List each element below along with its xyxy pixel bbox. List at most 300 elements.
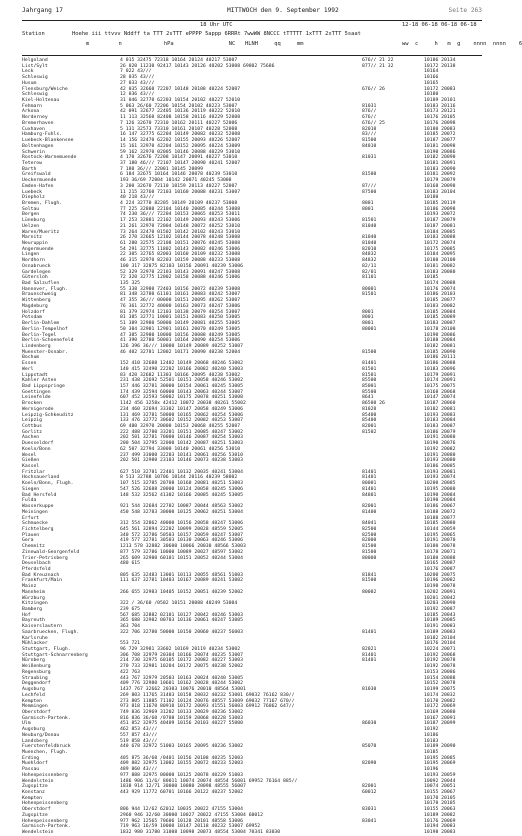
observation-groups: 462 853 43/// (120, 727, 158, 733)
extreme-groups: 10192 (424, 727, 439, 733)
observation-groups: 51 389 32980 50000 10149 20081 40255 53005 (120, 321, 241, 327)
additional-groups: 81500 (362, 549, 377, 555)
additional-groups: 81841 (362, 572, 377, 578)
station-name: Bochum (22, 355, 40, 361)
extreme-groups: 10199 20075 (424, 687, 456, 693)
extreme-groups: 10185 (424, 275, 439, 281)
station-name: Würzburg (22, 595, 45, 601)
extreme-groups: 10189 20090 (424, 744, 456, 750)
extreme-groups: 10190 20084 (424, 498, 456, 504)
station-name: Koeln/Bonn, Flugh. (22, 481, 74, 487)
additional-groups: 82001 (362, 504, 377, 510)
additional-groups: 87/// (362, 183, 377, 189)
additional-groups: 81401 (362, 652, 377, 658)
extreme-groups: 10189 20082 (424, 812, 456, 818)
extreme-groups: 10186 20067 (424, 504, 456, 510)
observation-groups: 100 317 32875 82103 10156 20091 40239 53006 (120, 263, 243, 269)
additional-groups: 82500 (362, 532, 377, 538)
observation-groups: 567 685 32882 02101 10127 20042 40246 53003 (120, 612, 243, 618)
additional-groups: 80000 (362, 555, 377, 561)
station-name: Werl (22, 366, 34, 372)
station-name: Leinefelde (22, 395, 51, 401)
extreme-groups: 10190 20086 (424, 149, 456, 155)
observation-groups: 365 688 32982 00703 10136 20061 40247 53005 (120, 618, 243, 624)
group-codes-header: Hoehe iii ttvvv Nddff ta TTT 2sTTT ePPPP 5appp 6RRRt 7wwWW 8NCCC tTTTTT 1xTTT 2xTTT 5saat (72, 31, 361, 37)
station-name: Trier-Petrisberg (22, 555, 68, 561)
station-name: Greifswald (22, 172, 51, 178)
extreme-groups: 10187 20099 (424, 721, 456, 727)
station-name: Essen (22, 361, 37, 367)
observation-groups: 126 396 36/// 10000 10149 20089 40252 53007 (120, 343, 243, 349)
station-name: Bergen (22, 212, 40, 218)
extreme-groups: 10172 20083 (424, 86, 456, 92)
observation-groups: 42 035 32660 72207 10148 20108 40224 52007 (120, 86, 241, 92)
additional-groups: 81401 (362, 475, 377, 481)
extreme-groups: 10185 20072 (424, 132, 456, 138)
additional-groups: 82010 (362, 246, 377, 252)
extreme-groups: 10188 20077 (424, 515, 456, 521)
observation-groups: 214 730 32975 60105 10172 20082 40227 53003 (120, 658, 243, 664)
extreme-groups: 10190 20084 (424, 492, 456, 498)
extreme-groups: 10147 20074 (424, 395, 456, 401)
extreme-groups: 10176 20104 (424, 641, 456, 647)
station-name: Saarbruecken, Flugh. (22, 629, 80, 635)
extreme-groups: 10186 20079 (424, 429, 456, 435)
extreme-groups: 10191 20080 (424, 435, 456, 441)
extreme-groups: 10182 20081 (424, 406, 456, 412)
additional-groups: 81400 (362, 509, 377, 515)
observation-groups: 489 860 43/// (120, 767, 158, 773)
extreme-groups: 10193 20081 (424, 469, 456, 475)
extreme-groups: 10185 20090 (424, 349, 456, 355)
extreme-groups: 10170 20105 (424, 795, 456, 801)
additional-groups: 60012 (362, 790, 377, 795)
extreme-groups: 10180 20088 (424, 555, 456, 561)
observation-groups: 157 446 32781 30000 10154 20061 40245 53005 (120, 383, 243, 389)
observation-groups: 340 572 32786 50503 10157 20059 40247 53007 (120, 532, 243, 538)
extreme-groups: 10180 20078 (424, 544, 456, 550)
observation-groups: 72 320 32775 12002 10158 20088 40246 51006 (120, 275, 241, 281)
station-name: Duesseldorf (22, 441, 54, 447)
additional-groups: 80001 (362, 286, 377, 292)
additional-groups: 81501 (362, 218, 377, 224)
observation-groups: 443 767 32979 20503 10163 20024 40240 53005 (120, 675, 243, 681)
additional-groups: 81040 (362, 235, 377, 241)
observation-groups: 5 131 32573 73310 10161 20107 40228 52008 (120, 126, 238, 132)
observation-groups: 977 888 32975 00000 10125 20078 40229 51003 (120, 772, 243, 778)
extreme-groups: 10175 20075 (424, 383, 456, 389)
extreme-groups: 10185 20043 (424, 612, 456, 618)
observation-groups: 81 348 32780 61101 10161 20083 40242 53007 (120, 292, 241, 298)
extreme-groups: 10184 20095 (424, 252, 456, 258)
extreme-groups: 10186 20085 (424, 464, 456, 470)
station-name: Erfurt (22, 515, 40, 521)
extreme-groups: 10165 (424, 80, 439, 86)
additional-groups: 81040 (362, 241, 377, 246)
station-name: Norderney (22, 115, 48, 121)
station-name: Holzdorf (22, 309, 45, 315)
extreme-groups: 10176 20069 (424, 818, 456, 824)
extreme-groups: 10196 (424, 767, 439, 773)
observation-groups: 265 609 32980 60101 10151 20052 40244 53004 (120, 555, 243, 561)
station-name: Gardelegen (22, 269, 51, 275)
station-name: Wendelstein (22, 778, 54, 784)
extreme-groups: 10191 20083 (424, 624, 456, 630)
extreme-groups: 10176 20105 (424, 115, 456, 121)
extreme-groups: 10183 (424, 738, 439, 744)
extreme-groups: 10224 20071 (424, 647, 456, 653)
extreme-groups: 10184 20085 (424, 229, 456, 235)
additional-groups: 84041 (362, 521, 377, 527)
station-name: Wittenberg (22, 298, 51, 304)
observation-groups: 1437 767 32662 20303 10076 20010 48564 53001 (120, 687, 246, 693)
extreme-groups: 10180 (424, 92, 439, 98)
extreme-groups: 10172 20138 (424, 63, 456, 69)
extreme-groups: 10185 20089 (424, 315, 456, 321)
extreme-groups: 10169 20080 (424, 709, 456, 715)
additional-groups: 84832 (362, 252, 377, 258)
observation-groups: 312 554 32862 40000 10156 20058 40247 53006 (120, 521, 243, 527)
observation-groups: 26 270 32665 12102 10144 20078 40248 53008 (120, 235, 241, 241)
observation-groups: 107 515 32785 20708 10160 20081 40251 53003 (120, 481, 243, 487)
observation-groups: 266 655 32983 10405 10152 20051 40239 52002 (120, 589, 243, 595)
station-name: Wasserkuppe (22, 504, 54, 510)
extreme-groups: 10183 20104 (424, 189, 456, 195)
observation-groups: 131 469 32781 50000 10165 20062 40254 53006 (120, 412, 243, 418)
additional-groups: 84801 (362, 492, 377, 498)
station-name: Barth (22, 166, 37, 172)
observation-groups: 234 460 32694 33302 10147 20058 40249 53006 (120, 406, 243, 412)
station-name: Schleswig (22, 75, 48, 81)
station-name: Cuxhaven (22, 126, 45, 132)
observation-groups: 443 929 11772 60701 10166 20122 40237 52002 (120, 790, 243, 795)
observation-groups: 83 420 32682 11303 10166 20095 40238 53002 (120, 372, 241, 378)
station-name: Stuttgart-Schnarrenberg (22, 652, 88, 658)
observation-groups: 193 36/69 72004 10142 20071 40245 53008 (120, 178, 232, 184)
additional-groups: 81401 (362, 469, 377, 475)
observation-groups: 1486 906 11/6/ 80011 10074 20074 48554 56001 69952 76164 885// (120, 778, 298, 784)
additional-groups: 676// 25 (362, 120, 385, 126)
additional-groups: 82500 (362, 526, 377, 532)
observation-groups: 96 729 32981 33602 10169 20119 40234 53002 (120, 647, 241, 653)
additional-groups: 81031 (362, 103, 377, 109)
extreme-groups: 10188 20084 (424, 338, 456, 344)
station-name: Lindenberg (22, 343, 51, 349)
extreme-groups: 10183 20116 (424, 103, 456, 109)
units-header: m n hPa NC HLNH qq mm (86, 41, 304, 47)
station-name: Garmisch-Partenk. (22, 824, 71, 830)
observation-groups: 46 402 32781 12002 10171 20090 40238 52004 (120, 349, 241, 355)
observation-groups: 1838 914 12/71 30000 10080 20098 48555 56007 (120, 784, 246, 790)
additional-groups: 81500 (362, 138, 377, 144)
observation-groups: 81 379 32974 12103 10138 20079 40254 53007 (120, 309, 241, 315)
station-name: Mainz (22, 584, 37, 590)
station-name: Schwerin (22, 149, 45, 155)
extreme-groups: 10175 20085 (424, 246, 456, 252)
extreme-groups: 10190 20086 (424, 332, 456, 338)
extreme-groups: 10185 20080 (424, 521, 456, 527)
station-name: Hohenpeissenberg (22, 772, 68, 778)
extreme-groups: 10187 20060 (424, 401, 456, 407)
station-name: Bad Lippspringe (22, 383, 65, 389)
additional-groups: 81030 (362, 687, 377, 693)
extreme-groups: 10194 20083 (424, 824, 456, 830)
station-name: Kassel (22, 464, 40, 470)
station-name: Nürnberg (22, 658, 45, 664)
observation-groups: 16 147 32775 62204 10149 20082 40232 52008 (120, 132, 241, 138)
observation-groups: 719 963 16/59 10000 10147 20118 40232 53007 69952 (120, 824, 261, 830)
station-name: Passau (22, 767, 40, 773)
observation-groups: 322 / 36/60 /0502 10151 20088 40249 53004 (120, 601, 238, 607)
additional-groups: 81500 (362, 349, 377, 355)
extreme-groups: 10191 20070 (424, 538, 456, 544)
station-name: Bremen, Flugh. (22, 200, 63, 206)
observation-groups: 877 579 32786 10000 10089 20027 48597 53002 (120, 549, 243, 555)
observation-groups: 450 548 32783 30000 10125 20062 40251 53004 (120, 509, 243, 515)
observation-groups: 553 721 (120, 641, 141, 647)
station-name: Garmisch-Partenk. (22, 715, 71, 721)
extreme-groups: 10174 20032 (424, 692, 456, 698)
observation-groups: 973 818 11670 80910 10172 20093 41551 56003 69912 76062 647// (120, 704, 295, 710)
station-name: Neuburg/Donau (22, 732, 60, 738)
extreme-groups: 10170 20105 (424, 801, 456, 807)
observation-groups: 37 180 46/// 72107 10147 20090 40241 52007 (120, 160, 241, 166)
observation-groups: 322 706 32780 50000 10150 20060 40237 56003 (120, 629, 243, 635)
observation-groups: 202 501 32980 23103 10146 20073 40238 53003 (120, 458, 243, 464)
extreme-groups: 10170 20082 (424, 698, 456, 704)
additional-groups: 8001 (362, 315, 374, 321)
station-name: Potsdam (22, 315, 43, 321)
station-name: Augsburg (22, 687, 45, 693)
observation-groups: 270 733 32981 10204 10172 20075 40238 52002 (120, 664, 243, 670)
station-name: Cottbus (22, 424, 43, 429)
extreme-groups: 10195 20065 (424, 532, 456, 538)
observation-groups: 74 230 36/// 72204 10153 20065 40253 53011 (120, 212, 241, 218)
station-name: Oberstdorf (22, 807, 51, 813)
observation-groups: 11 215 32760 72103 10160 20088 40231 53007 (120, 189, 241, 195)
observation-groups: 419 577 32781 30503 10130 20063 40246 53006 (120, 538, 243, 544)
station-name: Luebeck (22, 189, 43, 195)
station-name: Nordhorn (22, 258, 45, 264)
station-name: Osnabrueck (22, 263, 51, 269)
observation-groups: 805 635 32483 13001 10113 20055 48561 51003 (120, 572, 243, 578)
extreme-groups: 10180 (424, 195, 439, 201)
observation-groups: 806 944 12/62 62012 10035 20022 47155 53004 (120, 807, 243, 813)
extreme-groups: 10179 20079 (424, 178, 456, 184)
extreme-groups: 10178 20071 (424, 549, 456, 555)
station-name: Lingen (22, 252, 40, 258)
station-name: Leipzig (22, 418, 43, 424)
station-name: Gorlitz (22, 429, 43, 435)
extreme-groups: 10185 20077 (424, 298, 456, 304)
station-name: Siegen (22, 486, 40, 492)
additional-groups: 81020 (362, 406, 377, 412)
observation-groups: 62 507 32794 33000 10140 20061 40256 53010 (120, 446, 241, 452)
observation-groups: 1142 456 3258x 42412 10072 20038 40261 55002 (120, 401, 246, 407)
extreme-groups: 10185 (424, 749, 439, 755)
extreme-groups: 10202 20091 (424, 589, 456, 595)
observation-groups: 69 480 32970 20000 10153 20068 40255 52007 (120, 424, 241, 429)
additional-groups: 84832 (362, 258, 377, 264)
additional-groups: 8001 (362, 309, 374, 315)
extreme-groups: 10192 20068 (424, 652, 456, 658)
extreme-groups: 10185 20119 (424, 200, 456, 206)
observation-groups: 26 020 11230 92417 10143 20126 40202 53008 69802 75686 (120, 63, 275, 69)
additional-groups: 676// 26 (362, 86, 385, 92)
station-name: Deuselbach (22, 561, 51, 567)
extreme-groups: 10187 20081 (424, 223, 456, 229)
station-name: Bremerhaven (22, 120, 54, 126)
observation-groups: 133 476 32772 30602 10152 20082 40253 53007 (120, 418, 243, 424)
additional-groups: 85500 (362, 389, 377, 395)
station-name: Luebeck-Blankensee (22, 138, 74, 144)
units-header-right: ww c h m g nnnn nnnn 6 (402, 41, 522, 47)
station-name: Muehldorf (22, 761, 48, 767)
observation-groups: 816 836 36/60 /0708 10159 20068 40228 53003 (120, 715, 243, 721)
station-name: Brocken (22, 401, 43, 407)
additional-groups: 87500 (362, 189, 377, 195)
extreme-groups: 10179 20091 (424, 372, 456, 378)
extreme-groups: 10183 20082 (424, 303, 456, 309)
station-name: Mühlacker (22, 641, 48, 647)
observation-groups: 3 200 32670 72110 10159 20113 40227 52007 (120, 183, 238, 189)
observation-groups: 135 325 (120, 281, 141, 287)
extreme-groups: 10167 20091 (424, 715, 456, 721)
station-name: Leck (22, 69, 34, 75)
extreme-groups: 10189 20083 (424, 629, 456, 635)
station-name: Gießen (22, 458, 40, 464)
additional-groups: 876// (362, 109, 377, 115)
volume-label: Jahrgang 17 (22, 7, 63, 14)
observation-groups: 17 253 32881 22102 10149 20093 40243 53006 (120, 218, 241, 224)
additional-groups: 81401 (362, 658, 377, 664)
additional-groups: 81401 (362, 486, 377, 492)
extreme-groups: 10192 20078 (424, 658, 456, 664)
extreme-groups: 10186 20134 (424, 58, 456, 63)
observation-groups: 7 126 32670 72310 10162 20111 40227 52006 (120, 120, 238, 126)
station-name: Braunschweig (22, 292, 57, 298)
station-name: Waren/Mueritz (22, 229, 60, 235)
extreme-groups: 10183 20088 (424, 235, 456, 241)
station-name: Karlsruhe (22, 635, 48, 641)
extreme-groups: 10186 20098 (424, 206, 456, 212)
additional-groups: 82/01 (362, 269, 377, 275)
additional-groups: 81500 (362, 544, 377, 550)
station-name: Bad Hersfeld (22, 492, 57, 498)
observation-groups: 1213 578 32882 30600 10066 20030 48566 53003 (120, 544, 246, 550)
observation-groups: 306 708 32979 20304 10166 20074 40235 53007 (120, 652, 243, 658)
additional-groups: 81501 (362, 292, 377, 298)
additional-groups: 83041 (362, 818, 377, 824)
observation-groups: 47 355 36/// 00000 10151 20095 40262 53007 (120, 298, 241, 304)
observation-groups: 200 504 32795 32000 10142 20087 40251 53003 (120, 441, 243, 447)
station-name: Schleswig (22, 92, 48, 98)
extreme-groups: 10144 20059 (424, 526, 456, 532)
additional-groups: 80001 (362, 481, 377, 487)
additional-groups: 85001 (362, 383, 377, 389)
station-name: Ulm (22, 721, 31, 727)
extreme-groups: 10181 20092 (424, 172, 456, 178)
extreme-groups: 10186 (424, 732, 439, 738)
observation-groups: 4 170 32676 72208 10147 20091 40227 53010 (120, 155, 238, 161)
additional-groups: 81040 (362, 223, 377, 229)
extreme-groups: 10192 20087 (424, 607, 456, 612)
station-name: Kitzingen (22, 601, 48, 607)
observation-groups: 547 526 32688 20000 10124 20058 40245 53006 (120, 486, 243, 492)
extreme-groups: 10173 20121 (424, 109, 456, 115)
observation-groups: 405 875 36/60 /0401 10156 20108 40235 52003 (120, 755, 243, 761)
station-name: Husum (22, 80, 37, 86)
observation-groups: 27 033 43/// (120, 80, 155, 86)
station-name: Stuttgart, Flugh. (22, 647, 71, 653)
observation-groups: 21 261 32970 72004 10148 20072 40252 53010 (120, 223, 241, 229)
extreme-groups: 10154 20088 (424, 675, 456, 681)
extreme-groups: 10196 20082 (424, 578, 456, 584)
extreme-groups: 10092 20044 (424, 778, 456, 784)
extreme-groups: 10187 20077 (424, 138, 456, 144)
additional-groups: 81501 (362, 372, 377, 378)
station-name: Landsberg (22, 738, 48, 744)
additional-groups: 82001 (362, 784, 377, 790)
observation-groups: 73 264 32470 01502 10142 20102 40243 53010 (120, 229, 241, 235)
extreme-groups: 10181 20091 (424, 160, 456, 166)
extreme-groups: 10182 20104 (424, 635, 456, 641)
observation-groups: 5 063 26/60 72206 10154 20102 40223 53007 (120, 103, 238, 109)
station-name: Wesel (22, 452, 37, 458)
additional-groups: 80001 (362, 326, 377, 332)
extreme-groups: 10166 (424, 75, 439, 81)
station-name: Hamburg-Fuhls. (22, 132, 63, 138)
additional-groups: 85070 (362, 744, 377, 750)
station-name: Plauen (22, 532, 40, 538)
observation-groups: 8 513 32788 10706 10144 20116 40239 58002 (120, 475, 238, 481)
station-name: Kaiserslautern (22, 624, 63, 630)
extreme-groups: 10200 20085 (424, 481, 456, 487)
observation-groups: 239 675 (120, 607, 141, 612)
station-name: Hohenpeissenberg (22, 818, 68, 824)
extreme-groups: 10172 20074 (424, 241, 456, 246)
extreme-groups: 10155 20063 (424, 807, 456, 813)
extreme-groups: 10183 20090 (424, 166, 456, 172)
station-name: Marnitz (22, 235, 43, 241)
additional-groups: 85400 (362, 412, 377, 418)
station-name: Hohenpeissenberg (22, 801, 68, 807)
additional-groups: 83/// (362, 132, 377, 138)
additional-groups: 82000 (362, 538, 377, 544)
extreme-groups: 10200 20075 (424, 572, 456, 578)
additional-groups: 86500 26 (362, 401, 385, 407)
additional-groups: 8001 (362, 206, 374, 212)
observation-groups: 607 452 32593 50002 10175 20078 40251 53008 (120, 395, 243, 401)
observation-groups: 140 415 32490 22202 10166 20082 40240 53003 (120, 366, 243, 372)
extreme-groups: 10180 20083 (424, 126, 456, 132)
observation-groups: 977 962 12565 70606 10128 20101 48558 53006 (120, 818, 243, 824)
observation-groups: 273 805 11885 71102 10124 20076 48557 53009 69032 77167 670// (120, 698, 295, 704)
station-name: Fuerstenfeldbruck (22, 744, 71, 750)
observation-groups: 174 439 32594 60000 10143 20063 40244 53007 (120, 389, 243, 395)
observation-groups: 52 329 32970 22103 10143 20091 40247 53008 (120, 269, 241, 275)
station-name: Deggendorf (22, 681, 51, 687)
station-name: Wernigerode (22, 406, 54, 412)
extreme-groups: 10203 20090 (424, 601, 456, 607)
extreme-groups: 10183 20080 (424, 269, 456, 275)
additional-groups: 8641 (362, 395, 374, 401)
station-name: Zinnwald-Georgenfeld (22, 549, 80, 555)
additional-groups: 82/11 (362, 263, 377, 269)
extreme-groups: 10195 20069 (424, 761, 456, 767)
additional-groups: 81401 (362, 629, 377, 635)
extreme-groups: 10185 20084 (424, 309, 456, 315)
